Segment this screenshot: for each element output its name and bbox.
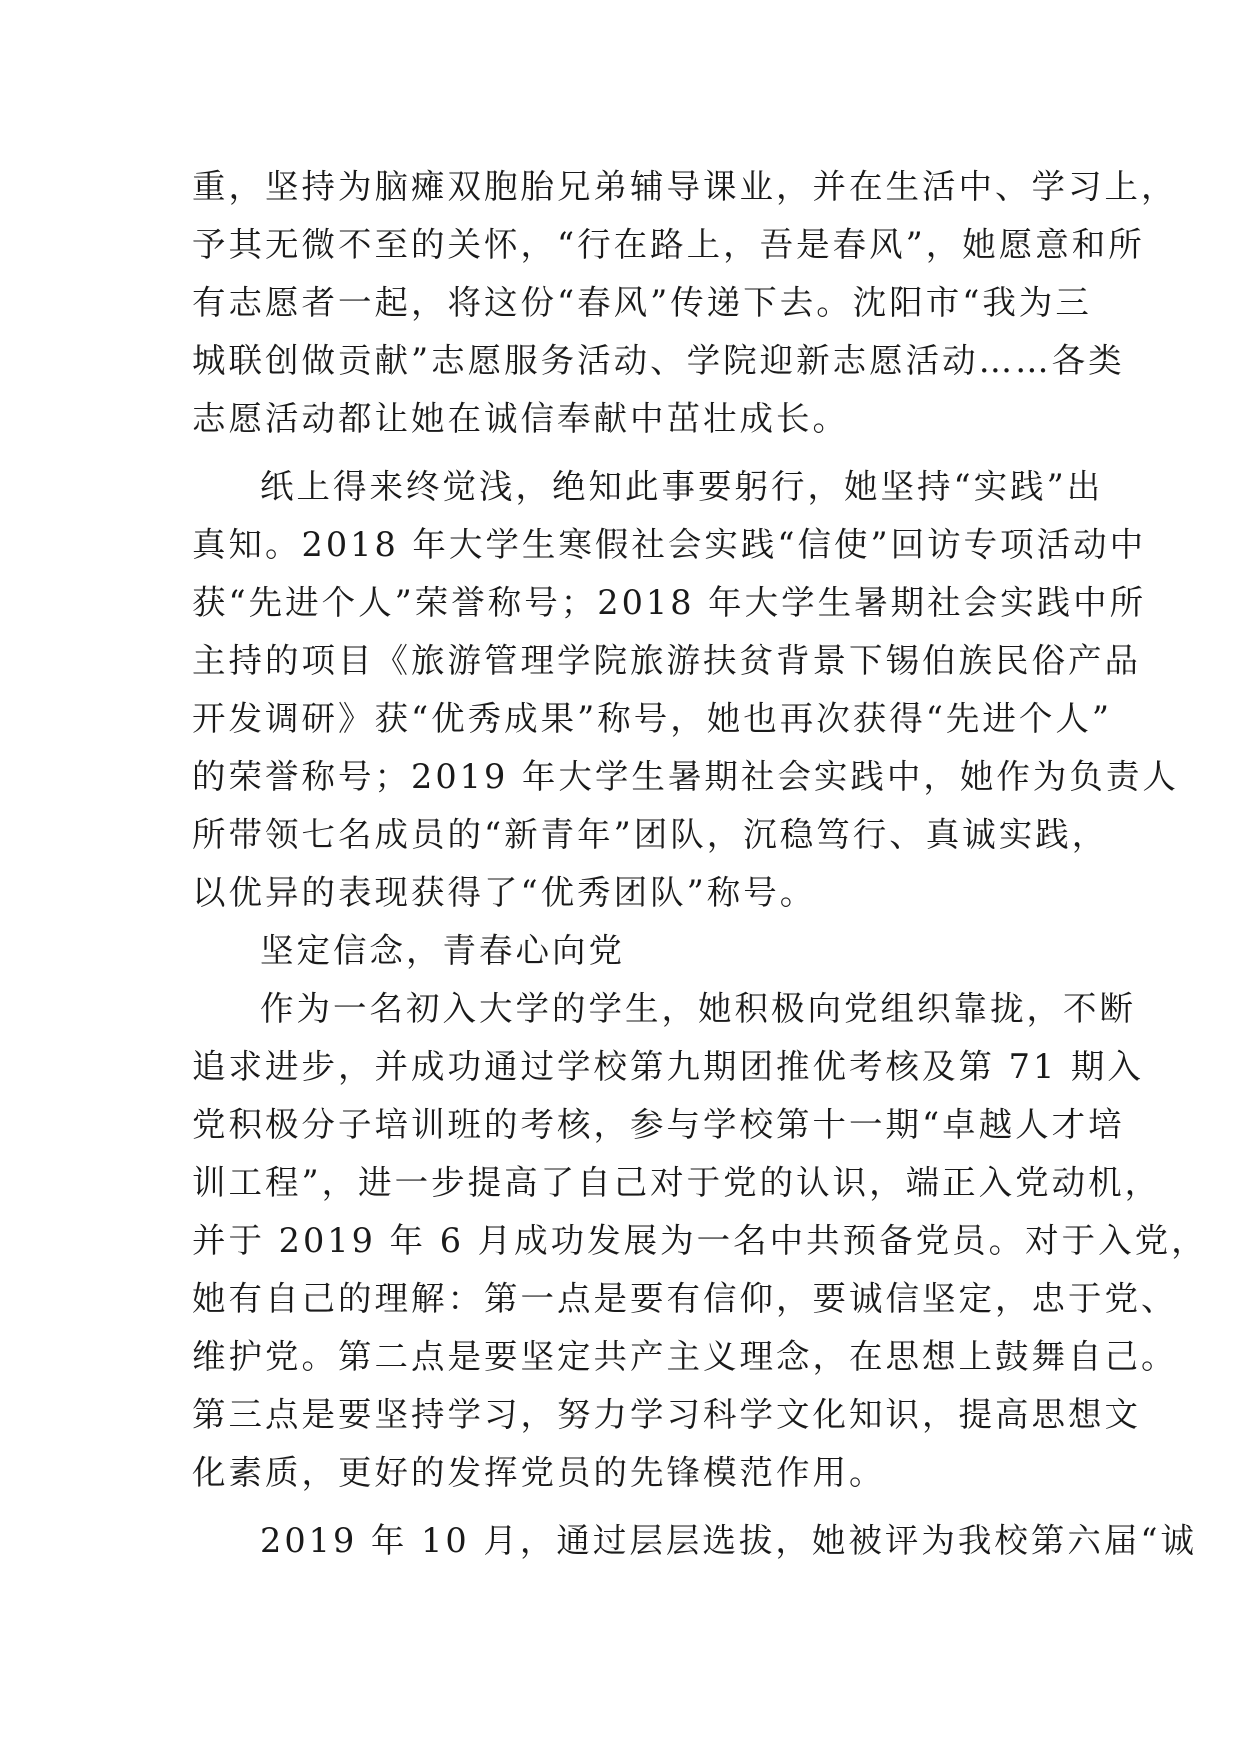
text-line: 开发调研》获“优秀成果”称号，她也再次获得“先进个人” [192, 699, 1113, 738]
text-line: 有志愿者一起，将这份“春风”传递下去。沈阳市“我为三 [192, 283, 1092, 322]
text-line: 的荣誉称号；2019 年大学生暑期社会实践中，她作为负责人 [192, 757, 1179, 796]
paragraph-start-line: 作为一名初入大学的学生，她积极向党组织靠拢，不断 [260, 989, 1136, 1028]
paragraph-start-line: 纸上得来终觉浅，绝知此事要躬行，她坚持“实践”出 [260, 467, 1104, 506]
text-line: 训工程”，进一步提高了自己对于党的认识，端正入党动机， [192, 1163, 1162, 1202]
text-line: 主持的项目《旅游管理学院旅游扶贫背景下锡伯族民俗产品 [192, 641, 1141, 680]
text-line: 以优异的表现获得了“优秀团队”称号。 [192, 873, 817, 912]
document-body [192, 158, 1208, 1570]
text-line: 志愿活动都让她在诚信奉献中茁壮成长。 [192, 399, 849, 438]
text-line: 城联创做贡献”志愿服务活动、学院迎新志愿活动……各类 [192, 341, 1125, 380]
text-line: 化素质，更好的发挥党员的先锋模范作用。 [192, 1453, 886, 1492]
text-line: 第三点是要坚持学习，努力学习科学文化知识，提高思想文 [192, 1395, 1141, 1434]
text-line: 真知。2018 年大学生寒假社会实践“信使”回访专项活动中 [192, 525, 1147, 564]
paragraph-start-line: 2019 年 10 月，通过层层选拔，她被评为我校第六届“诚 [260, 1521, 1197, 1560]
text-line: 她有自己的理解：第一点是要有信仰，要诚信坚定，忠于党、 [192, 1279, 1178, 1318]
text-line: 所带领七名成员的“新青年”团队，沉稳笃行、真诚实践， [192, 815, 1109, 854]
section-heading: 坚定信念，青春心向党 [260, 931, 625, 970]
text-line: 重，坚持为脑瘫双胞胎兄弟辅导课业，并在生活中、学习上， [192, 167, 1178, 206]
text-line: 予其无微不至的关怀，“行在路上，吾是春风”，她愿意和所 [192, 225, 1145, 264]
text-line: 维护党。第二点是要坚定共产主义理念，在思想上鼓舞自己。 [192, 1337, 1178, 1376]
text-line: 追求进步，并成功通过学校第九期团推优考核及第 71 期入 [192, 1047, 1144, 1086]
text-line: 并于 2019 年 6 月成功发展为一名中共预备党员。对于入党， [192, 1221, 1208, 1260]
text-line: 党积极分子培训班的考核，参与学校第十一期“卓越人才培 [192, 1105, 1125, 1144]
text-line: 获“先进个人”荣誉称号；2018 年大学生暑期社会实践中所 [192, 583, 1147, 622]
